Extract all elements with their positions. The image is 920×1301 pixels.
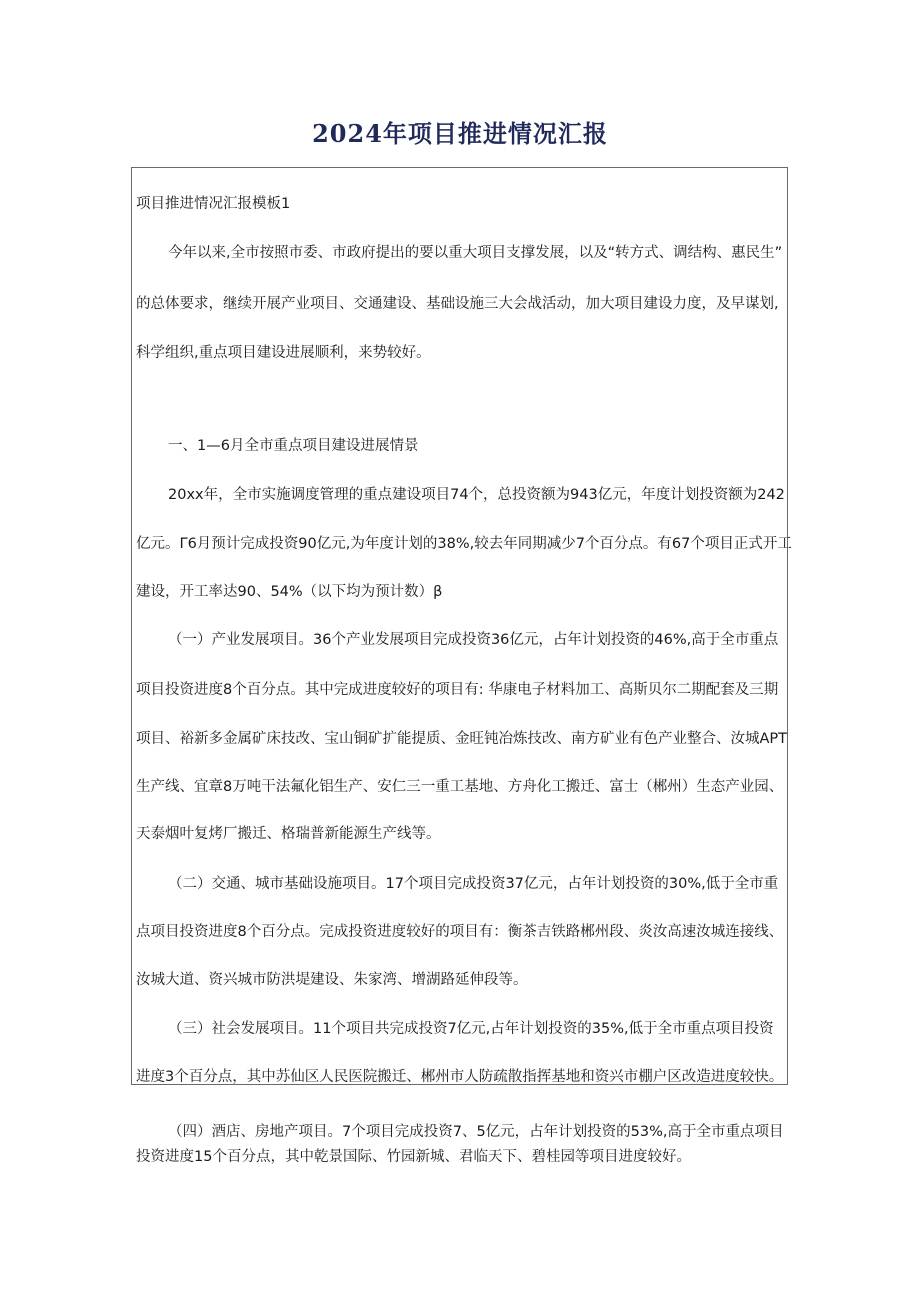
paragraph-line: 项目、裕新多金属矿床技改、宝山铜矿扩能提质、金旺钝冶炼技改、南方矿业有色产业整合、汝城APT [136, 731, 788, 747]
paragraph-line: 的总体要求，继续开展产业项目、交通建设、基础设施三大会战活动，加大项目建设力度，及早谋划, [136, 296, 779, 312]
paragraph-line: 亿元。Γ6月预计完成投资90亿元,为年度计划的38%,较去年同期减少7个百分点。有67个项目正式开工 [136, 536, 792, 552]
paragraph-line: 天泰烟叶复烤厂搬迁、格瑞普新能源生产线等。 [136, 826, 441, 842]
paragraph-line: 生产线、宜章8万吨干法氟化铝生产、安仁三一重工基地、方舟化工搬迁、富士（郴州）生态产业园、 [136, 779, 784, 795]
paragraph-line: 项目投资进度8个百分点。其中完成进度较好的项目有: 华康电子材料加工、高斯贝尔二期配套及三期 [136, 682, 779, 698]
paragraph-line: 今年以来,全市按照市委、市政府提出的要以重大项目支撑发展，以及“转方式、调结构、惠民生” [168, 245, 783, 261]
paragraph-line: 汝城大道、资兴城市防洪堤建设、朱家湾、增湖路延伸段等。 [136, 972, 528, 988]
paragraph-line: （二）交通、城市基础设施项目。17个项目完成投资37亿元，占年计划投资的30%,低于全市重 [168, 876, 779, 892]
paragraph-line: 科学组织,重点项目建设进展顺利，来势较好。 [136, 345, 431, 361]
paragraph-line: （一）产业发展项目。36个产业发展项目完成投资36亿元，占年计划投资的46%,高于全市重点 [168, 632, 779, 648]
paragraph-line: （四）酒店、房地产项目。7个项目完成投资7、5亿元，占年计划投资的53%,高于全市重点项目 [168, 1124, 784, 1140]
template-heading: 项目推进情况汇报模板1 [136, 196, 291, 212]
document-title: 2024年项目推进情况汇报 [312, 119, 608, 148]
paragraph-line: 投资进度15个百分点，其中乾景国际、竹园新城、君临天下、碧桂园等项目进度较好。 [136, 1149, 691, 1165]
paragraph-line: 20xx年，全市实施调度管理的重点建设项目74个，总投资额为943亿元，年度计划投资额为242 [168, 487, 785, 503]
paragraph-line: 建设，开工率达90、54%（以下均为预计数）β [136, 584, 443, 600]
section-heading: 一、1—6月全市重点项目建设进展情景 [168, 438, 419, 454]
paragraph-line: （三）社会发展项目。11个项目共完成投资7亿元,占年计划投资的35%,低于全市重点项目投资 [168, 1021, 774, 1037]
paragraph-line: 点项目投资进度8个百分点。完成投资进度较好的项目有：衡茶吉铁路郴州段、炎汝高速汝城连接线、 [136, 924, 784, 940]
paragraph-line: 进度3个百分点，其中苏仙区人民医院搬迁、郴州市人防疏散指挥基地和资兴市棚户区改造进度较快。 [136, 1069, 784, 1085]
